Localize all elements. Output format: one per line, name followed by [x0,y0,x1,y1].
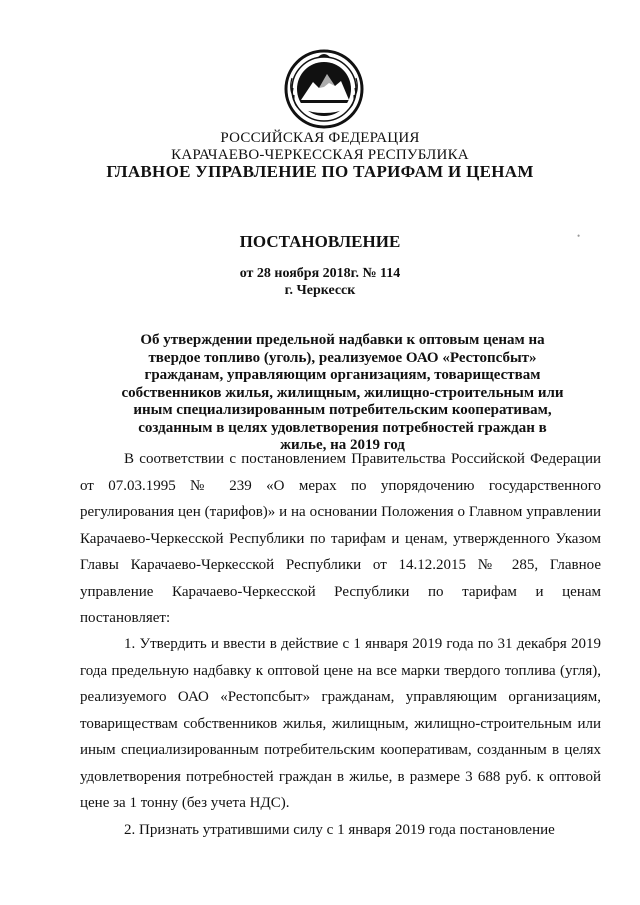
document-city: г. Черкесск [284,283,356,298]
coat-of-arms-icon [283,48,365,130]
header-republic: КАРАЧАЕВО-ЧЕРКЕССКАЯ РЕСПУБЛИКА [171,147,469,163]
paragraph-item-2 [80,817,601,844]
paragraph-preamble [80,446,601,632]
header-country: РОССИЙСКАЯ ФЕДЕРАЦИЯ [220,130,420,146]
page-mark: • [577,231,581,241]
header-agency: ГЛАВНОЕ УПРАВЛЕНИЕ ПО ТАРИФАМ И ЦЕНАМ [106,162,534,181]
document-dateline [0,265,640,299]
paragraph-item-1 [80,631,601,817]
paragraph-text: В соответствии с постановлением Правительства Российской Федерации от 07.03.1995 № 239 «О мерах по упорядочению государственного регулирования цен (тарифов)» и на основании Положения о Главном управлении Карачаево-Черкесской Республики по тарифам и ценам, утвержденного Указом Главы Карачаево-Черкесской Республики от 14.12.2015 № 285, Главное управление Карачаево-Черкесской Республики по тарифам и ценам постановляет: [80,451,601,626]
document-date-number: от 28 ноября 2018г. № 114 [239,266,401,281]
document-subject: Об утверждении предельной надбавки к оптовым ценам на твердое топливо (уголь), реализуемое ОАО «Рестопсбыт» гражданам, управляющим организациям, товариществам собственников жилья, жилищным, жилищно-строительным или иным специализированным потребительским кооперативам, созданным в целях удовлетворения потребностей граждан в жилье, на 2019 год [121,332,564,453]
document-type: ПОСТАНОВЛЕНИЕ [239,232,401,251]
paragraph-text: 1. Утвердить и ввести в действие с 1 января 2019 года по 31 декабря 2019 года предельную надбавку к оптовой цене на все марки твердого топлива (угля), реализуемого ОАО «Рестопсбыт» гражданам, управляющим организациям, товариществам собственников жилья, жилищным, жилищно-строительным или иным специализированным потребительским кооперативам, созданным в целях удовлетворения потребностей граждан в жилье, в размере 3 688 руб. к оптовой цене за 1 тонну (без учета НДС). [80,636,601,811]
paragraph-text: 2. Признать утратившими силу с 1 января 2019 года постановление [124,822,555,838]
